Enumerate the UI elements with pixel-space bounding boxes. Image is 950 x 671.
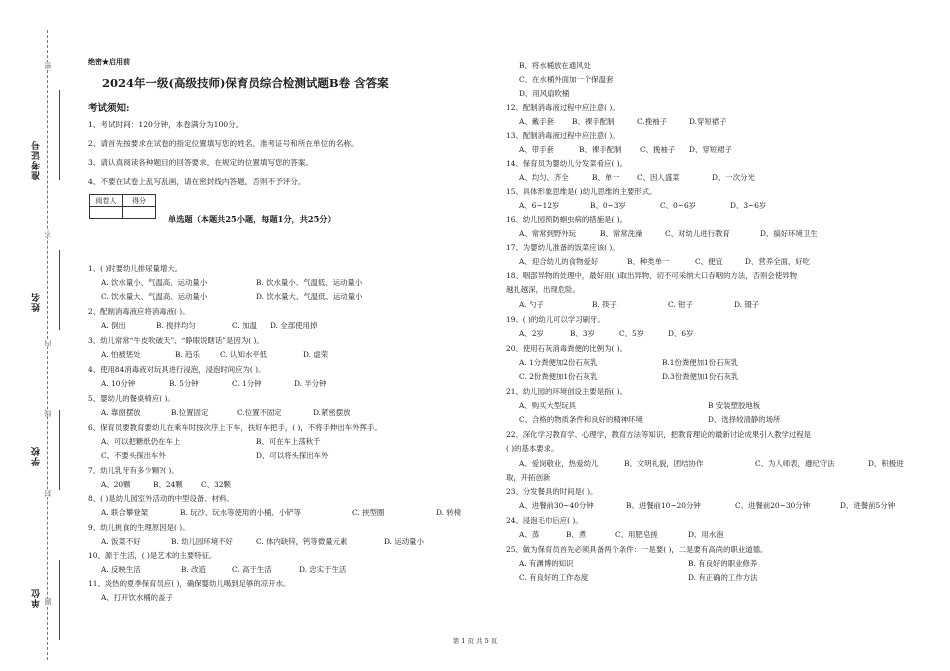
question-stem: 16、幼儿园预防蛔虫病的措施是( )。 xyxy=(506,215,627,224)
question-stem: 10、源于生活，( )是艺术的主要特征。 xyxy=(88,551,217,560)
score-header: 得分 xyxy=(123,195,156,207)
page-footer: 第 1 页 共 5 页 xyxy=(452,637,498,645)
option[interactable]: C.位置不固定 xyxy=(237,408,282,417)
option[interactable]: D.3份粪便加1份石灰乳 xyxy=(662,372,739,381)
seal-note: 封 xyxy=(44,490,52,497)
option[interactable]: C. 饮水量大、气温高、运动量小 xyxy=(101,292,208,301)
notice-item: 2、请首先按要求在试卷的指定位置填写您的姓名、准考证号和所在单位的名称。 xyxy=(88,139,359,148)
option[interactable]: A、6~12岁 xyxy=(519,201,560,210)
option[interactable]: B 安装塑胶地板 xyxy=(708,401,761,410)
label-zhunkao: 准考证号 xyxy=(32,140,42,180)
fill-line-zhunkao[interactable] xyxy=(59,90,60,180)
option[interactable]: C、挽袖子 xyxy=(640,145,676,154)
option[interactable]: C、5岁 xyxy=(619,329,645,338)
option[interactable]: C. 2份粪便加1份石灰乳 xyxy=(519,372,598,381)
secret-mark: 绝密★启用前 xyxy=(88,57,130,66)
option[interactable]: C. 认知水平低 xyxy=(220,350,268,359)
option[interactable]: A、迎合幼儿的食物爱好 xyxy=(519,257,599,266)
option[interactable]: D、营养全面，好吃 xyxy=(745,257,811,266)
option[interactable]: C. 高于生活 xyxy=(232,565,272,574)
option[interactable]: C、对幼儿进行教育 xyxy=(665,229,730,238)
option[interactable]: A、购买大型玩具 xyxy=(519,401,577,410)
option[interactable]: B. 改造 xyxy=(181,565,206,574)
option[interactable]: D. 饮水量大、气温低、运动量小 xyxy=(256,292,363,301)
option[interactable]: A、常常到野外玩 xyxy=(519,229,577,238)
option[interactable]: D、3~6岁 xyxy=(730,201,767,210)
option[interactable]: A. 联合攀登架 xyxy=(101,508,148,517)
option[interactable]: D、6岁 xyxy=(668,329,694,338)
option[interactable]: D、积极进 xyxy=(868,459,904,468)
option[interactable]: A、均匀、齐全 xyxy=(519,173,569,182)
binding-strip xyxy=(0,0,70,671)
notice-item: 1、考试时间：120分钟，本卷满分为100分。 xyxy=(88,120,244,129)
option[interactable]: A、戴手套 xyxy=(519,117,554,126)
option[interactable]: B. 有良好的职业修养 xyxy=(688,559,758,568)
option[interactable]: B、进餐前10~20分钟 xyxy=(626,501,701,510)
option[interactable]: A. 怕被惩处 xyxy=(101,350,141,359)
option[interactable]: B. 玩沙、玩水等使用的小桶、小铲等 xyxy=(180,508,301,517)
question-stem: 19、( )的幼儿可以学习刷牙。 xyxy=(506,315,605,324)
question-stem: 2、配制消毒液应将消毒液( )。 xyxy=(88,307,190,316)
option[interactable]: A、蒸 xyxy=(519,530,540,539)
seal-note: 不 xyxy=(44,230,52,237)
label-school: 学校 xyxy=(32,446,42,466)
option[interactable]: B、裸手配制 xyxy=(579,145,622,154)
option[interactable]: A、带手套 xyxy=(519,145,554,154)
option[interactable]: D.紧密摆放 xyxy=(313,408,351,417)
question-stem: 22、深化学习教育学、心理学，教育方法等知识，把教育理论的最新讨论成果引入教学过程是 xyxy=(506,430,812,439)
option[interactable]: C.挽袖子 xyxy=(637,117,667,126)
option[interactable]: C. 体内缺锌，钙等微量元素 xyxy=(256,537,348,546)
option[interactable]: C、用肥皂搓 xyxy=(615,530,658,539)
question-stem: 8、( )是幼儿园室外活动的中型设备、材料。 xyxy=(88,494,234,503)
question-stem: 6、保育员要教育要幼儿在乘车时按次序上下车，扶好车把手，( )，不将手伸出车外挥手。 xyxy=(88,423,382,432)
option[interactable]: D、穿短裙子 xyxy=(689,145,732,154)
option[interactable]: A. 有渊博的知识 xyxy=(519,559,574,568)
option[interactable]: B、单一 xyxy=(592,173,620,182)
option[interactable]: D、进餐前5分钟 xyxy=(840,501,895,510)
option[interactable]: A. 反映生活 xyxy=(101,565,141,574)
option[interactable]: B. 搅拌均匀 xyxy=(156,321,196,330)
option[interactable]: B.位置固定 xyxy=(171,408,209,417)
option[interactable]: B、种类单一 xyxy=(627,257,670,266)
option[interactable]: B、可在车上荡秋千 xyxy=(256,437,321,446)
question-stem: 3、幼儿常常“牛皮吹破天”、“睁眼说瞎话”是因为( )。 xyxy=(88,336,264,345)
seal-note: 内 xyxy=(44,340,52,347)
fill-line-name[interactable] xyxy=(59,250,60,330)
option[interactable]: A、打开饮水桶的盖子 xyxy=(101,593,173,602)
option[interactable]: A、进餐前30~40分钟 xyxy=(519,501,594,510)
question-stem: 5、婴幼儿的餐桌椅应( )。 xyxy=(88,394,175,403)
option[interactable]: B、0~3岁 xyxy=(590,201,626,210)
notice-item: 3、请认真阅读各种题目的回答要求，在规定的位置填写您的答案。 xyxy=(88,158,314,167)
question-stem: ( )的基本要求。 xyxy=(506,444,559,453)
question-stem: 15、具体形象思维是( )幼儿思维的主要形式。 xyxy=(506,187,657,196)
option[interactable]: C、进餐前20~30分钟 xyxy=(735,501,811,510)
option[interactable]: D. 忠实于生活 xyxy=(299,565,347,574)
option[interactable]: C. 加温 xyxy=(232,321,257,330)
option[interactable]: D. 镊子 xyxy=(734,300,760,309)
question-stem: 23、分发餐具的时间是( )。 xyxy=(506,487,598,496)
label-name: 姓名 xyxy=(32,292,42,312)
option[interactable]: A. 饭菜不好 xyxy=(101,537,141,546)
option[interactable]: B、3岁 xyxy=(570,329,595,338)
option[interactable]: A. 倒出 xyxy=(101,321,126,330)
option[interactable]: D、可以将头探出车外 xyxy=(256,451,329,460)
option[interactable]: D、选择较清静的场所 xyxy=(708,415,781,424)
notice-title: 考试须知: xyxy=(88,103,130,114)
question-stem: 1、( )时要幼儿排尿量增大。 xyxy=(88,264,183,273)
option[interactable]: C、合格的物质条件和良好的精神环境 xyxy=(519,415,643,424)
option[interactable]: A. 10分钟 xyxy=(101,379,136,388)
option[interactable]: B. 5分钟 xyxy=(169,379,199,388)
option[interactable]: D. 转椅 xyxy=(436,508,462,517)
option[interactable]: B. 趋乐 xyxy=(175,350,200,359)
option[interactable]: C、不要头探出车外 xyxy=(101,451,166,460)
seal-note: 密 xyxy=(44,62,52,69)
option[interactable]: D. 有正确的工作方法 xyxy=(688,573,758,582)
question-stem: 13、配制消毒液过程中应注意( )。 xyxy=(506,131,620,140)
option[interactable]: A. 勺子 xyxy=(519,300,544,309)
fill-line-school[interactable] xyxy=(59,410,60,490)
option[interactable]: B. 筷子 xyxy=(592,300,617,309)
option[interactable]: D. 半分钟 xyxy=(294,379,327,388)
score-table xyxy=(89,194,156,219)
label-unit: 单位 xyxy=(32,588,42,608)
question-stem: 18、咽部异物的处理中，最好用( )取出异物，切不可采纳大口吞咽的方法，否则会使异物 xyxy=(506,271,797,280)
question-stem: 14、保育员为婴幼儿分发菜肴应( )。 xyxy=(506,159,627,168)
fill-line-unit[interactable] xyxy=(59,560,60,640)
seal-note: 线 xyxy=(44,410,52,417)
option[interactable]: D、用风扇吹桶 xyxy=(519,89,570,98)
question-stem: 取，开拓创新 xyxy=(506,473,551,482)
seal-note: 题 xyxy=(44,598,52,605)
question-stem: 20、使用石灰消毒粪便的比例为( )。 xyxy=(506,344,627,353)
question-stem: 7、幼儿乳牙有多少颗?( )。 xyxy=(88,466,179,475)
option[interactable]: A、爱岗敬业，热爱幼儿 xyxy=(519,459,599,468)
option[interactable]: A、2岁 xyxy=(519,329,544,338)
option[interactable]: D. 虚荣 xyxy=(303,350,329,359)
option[interactable]: D、用水泡 xyxy=(688,530,724,539)
score-cell[interactable] xyxy=(123,207,156,219)
notice-item: 4、不要在试卷上乱写乱画，请在密封线内答题，否则不予评分。 xyxy=(88,177,306,186)
option[interactable]: D. 全部使用掉 xyxy=(270,321,318,330)
question-stem: 21、幼儿园的环境创设主要是指( )。 xyxy=(506,387,627,396)
option[interactable]: A、20颗 xyxy=(101,480,131,489)
option[interactable]: D、一次分光 xyxy=(712,173,755,182)
option[interactable]: A. 1分粪便加2份石灰乳 xyxy=(519,358,598,367)
question-stem: 越扎越深，出现危险。 xyxy=(506,285,580,294)
section-title: 单选题（本题共25小题，每题1分，共25分） xyxy=(168,214,336,224)
reviewer-header: 阅卷人 xyxy=(90,195,123,207)
page-title: 2024年一级(高级技师)保育员综合检测试题B卷 含答案 xyxy=(102,76,389,90)
option[interactable]: C、因人盛菜 xyxy=(637,173,680,182)
reviewer-cell[interactable] xyxy=(90,207,123,219)
option[interactable]: D. 运动量小 xyxy=(384,537,424,546)
question-stem: 17、为婴幼儿准备的饭菜应该( )。 xyxy=(506,243,620,252)
option[interactable]: B、将水桶放在通风处 xyxy=(519,61,591,70)
question-stem: 24、浸泡毛巾后应( )。 xyxy=(506,516,583,525)
option[interactable]: B.1份粪便加1份石灰乳 xyxy=(662,358,739,367)
option[interactable]: B、煮 xyxy=(566,530,587,539)
option[interactable]: C. 挟型圈 xyxy=(352,508,385,517)
option[interactable]: A. 靠窗摆放 xyxy=(101,408,141,417)
question-stem: 4、使用84消毒液对玩具进行浸泡，浸泡时间应为( )。 xyxy=(88,365,266,374)
option[interactable]: A. 饮水量小、气温高、运动量小 xyxy=(101,278,208,287)
option[interactable]: C、在水桶外面加一个保温套 xyxy=(519,75,614,84)
option[interactable]: D.穿短裙子 xyxy=(689,117,727,126)
option[interactable]: B. 幼儿园环境不好 xyxy=(171,537,233,546)
question-stem: 12、配制消毒液过程中应注意( )。 xyxy=(506,103,620,112)
option[interactable]: B、裸手配制 xyxy=(572,117,615,126)
option[interactable]: C、为人师表，遵纪守法 xyxy=(755,459,835,468)
option[interactable]: D、搞好环境卫生 xyxy=(760,229,818,238)
option[interactable]: C. 有良好的工作态度 xyxy=(519,573,589,582)
option[interactable]: B. 饮水量小、气温低、运动量小 xyxy=(256,278,363,287)
option[interactable]: C、0~6岁 xyxy=(660,201,697,210)
option[interactable]: B、常常洗澡 xyxy=(600,229,643,238)
question-stem: 9、幼儿挑食的生理原因是( )。 xyxy=(88,523,190,532)
option[interactable]: C. 钳子 xyxy=(668,300,693,309)
option[interactable]: C. 1分钟 xyxy=(232,379,262,388)
option[interactable]: C、32颗 xyxy=(201,480,231,489)
option[interactable]: A、可以把糖纸仍在车上 xyxy=(101,437,181,446)
question-stem: 25、做为保育员首先必须具备两个条件：一是要( )，二是要有高尚的职业道德。 xyxy=(506,545,768,554)
question-stem: 11、炎热的夏季保育员应( )，确保婴幼儿喝到足够的凉开水。 xyxy=(88,579,291,588)
option[interactable]: C、便宜 xyxy=(695,257,723,266)
option[interactable]: B、24颗 xyxy=(153,480,183,489)
option[interactable]: B、文明礼貌，团结协作 xyxy=(624,459,704,468)
